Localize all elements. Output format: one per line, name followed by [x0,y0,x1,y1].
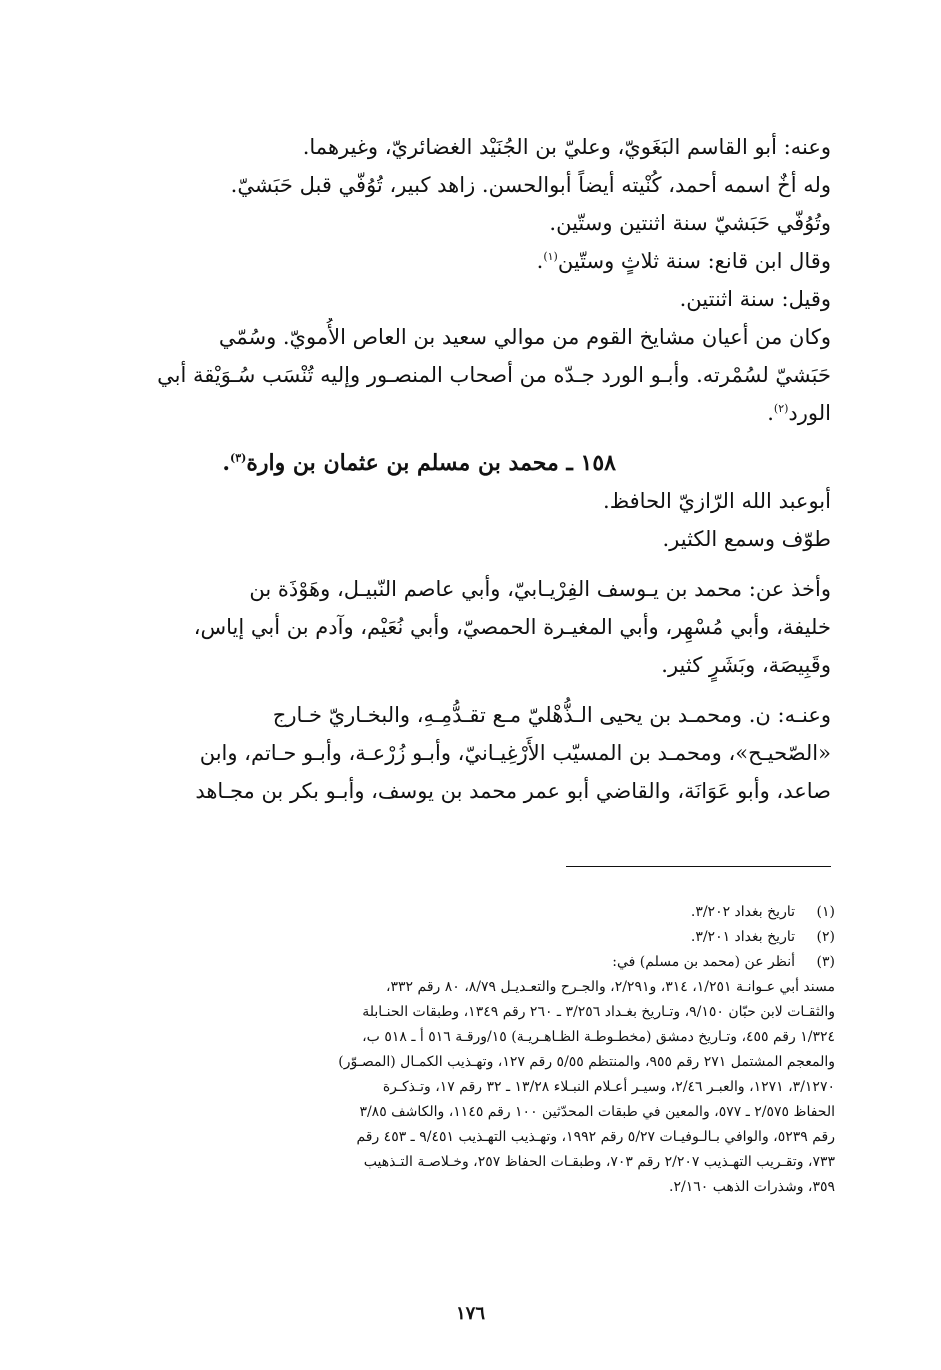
text-line: صاعد، وأبو عَوَانَة، والقاضي أبو عمر محمد بن يوسف، وأبـو بكر بن مجـاهد [195,779,831,803]
spacer [108,432,831,444]
text-line: وقَبِيصَة، وبَشَرٍ كثير. [661,653,831,677]
footnote-number: (٢) [816,929,835,945]
text-line: حَبَشيّ لسُمْرته. وأبـو الورد جـدّه من أصحاب المنصـور وإليه تُنْسَب سُـوَيْقة أبي [157,363,831,387]
text-line: وعنه: أبو القاسم البَغَويّ، وعليّ بن الجُنَيْد الغضائريّ، وغيرهما. [302,135,831,159]
page-number: ١٧٦ [455,1303,485,1324]
spacer [108,684,831,696]
footnote-line: والثقـات لابن حبّان ٩/١٥٠، وتـاريخ بغـداد ٣/٢٥٦ ـ ٢٦٠ رقم ١٣٤٩، وطبقات الحنـابلة [362,1004,835,1020]
footnote-line: ٣/١٢٧٠، ١٢٧١، والعبـر ٢/٤٦، وسيـر أعـلام النبـلاء ١٣/٢٨ ـ ٣٢ رقم ١٧، وتـذكـرة [382,1079,835,1095]
text-line: الورد$^{(٢)}$. [767,401,831,425]
main-text [108,128,831,810]
footnote [108,900,835,925]
text-line: خليفة، وأبي مُسْهِر، وأبي المغيـرة الحمصيّ، وأبي نُعَيْم، وآدم بن أبي إياس، [193,615,831,639]
footnote-line: رقم ٥٢٣٩، والوافي بـالـوفيـات ٥/٢٧ رقم ١٩٩٢، وتهـذيب التهـذيب ٩/٤٥١ ـ ٤٥٣ رقم [356,1129,835,1145]
entry-kunya: أبوعبد الله الرّازيّ الحافظ. [603,489,831,513]
entry-heading: ١٥٨ ـ محمد بن مسلم بن عثمان بن وارة$^{(٣)}$. [222,450,616,476]
footnote-ref: (٣) [230,451,247,465]
footnote-line: والمعجم المشتمل ٢٧١ رقم ٩٥٥، والمنتظم ٥/٥٥ رقم ١٢٧، وتهـذيب الكمـال (المصـوّر) [338,1054,835,1070]
entry-travel: طوّف وسمع الكثير. [662,527,831,551]
footnote-number: (١) [816,904,835,920]
footnote-ref: (١) [543,250,558,263]
footnote-text: تاريخ بغداد ٣/٢٠٢. [690,904,795,920]
footnote [108,925,835,950]
footnote-ref: (٢) [773,402,789,415]
footnote-line: ٣٥٩، وشذرات الذهب ٢/١٦٠. [669,1179,835,1195]
text-fragment: وقال ابن قانع: سنة ثلاثٍ وستّين [557,249,831,273]
footnotes [108,900,835,1200]
footnote-line: ١/٣٢٤ رقم ٤٥٥، وتـاريخ دمشق (مخطـوطـة الظـاهـريـة) ١٥/ورقـة ٥١٦ أ ـ ٥١٨ ب، [362,1029,835,1045]
entry-heading-text: ١٥٨ ـ محمد بن مسلم بن عثمان بن وارة [246,450,616,476]
spacer [108,558,831,570]
text-line: وتُوُفّي حَبَشيّ سنة اثنتين وستّين. [549,211,831,235]
text-line: وعنـه: ن. ومحمـد بن يحيى الـذُّهْليّ مـع تقـدُّمِـهِ، والبخـاريّ خـارج [272,703,831,727]
text-line: وكان من أعيان مشايخ القوم من موالي سعيد بن العاص الأُمويّ. وسُمّي [218,325,831,349]
footnote-sources [108,975,835,1200]
footnote-separator [566,866,831,867]
text-line: وأخذ عن: محمد بن يـوسف الفِرْيـابيّ، وأبي عاصم النّبيـل، وهَوْذَة بن [249,577,831,601]
footnote-text: أنظر عن (محمد بن مسلم) في: [612,954,795,970]
footnote-line: الحفاظ ٢/٥٧٥ ـ ٥٧٧، والمعين في طبقات المحدّثين ١٠٠ رقم ١١٤٥، والكاشف ٣/٨٥ [359,1104,835,1120]
footnote-line: مسند أبي عـوانـة ١/٢٥١، ٣١٤، و٢/٢٩١، والجـرح والتعـديـل ٨/٧٩، ٨٠ رقم ٣٣٢، [385,979,835,995]
footnote-number: (٣) [816,954,835,970]
text-line: وله أخٌ اسمه أحمد، كُنْيته أيضاً أبوالحسن. زاهد كبير، تُوُفّي قبل حَبَشيّ. [230,173,831,197]
text-line: وقال ابن قانع: سنة ثلاثٍ وستّين$^{(١)}$. [536,249,831,273]
text-fragment: الورد [788,401,831,425]
footnote [108,950,835,975]
footnote-text: تاريخ بغداد ٣/٢٠١. [690,929,795,945]
footnote-line: ٧٣٣، وتقـريب التهـذيب ٢/٢٠٧ رقم ٧٠٣، وطبقـات الحفاظ ٢٥٧، وخـلاصـة التـذهيب [363,1154,835,1170]
text-line: «الصّحيـح»، ومحمـد بن المسيّب الأَرْغِيـانيّ، وأبـو زُرْعـة، وأبـو حـاتم، وابن [199,741,831,765]
text-line: وقيل: سنة اثنتين. [679,287,831,311]
